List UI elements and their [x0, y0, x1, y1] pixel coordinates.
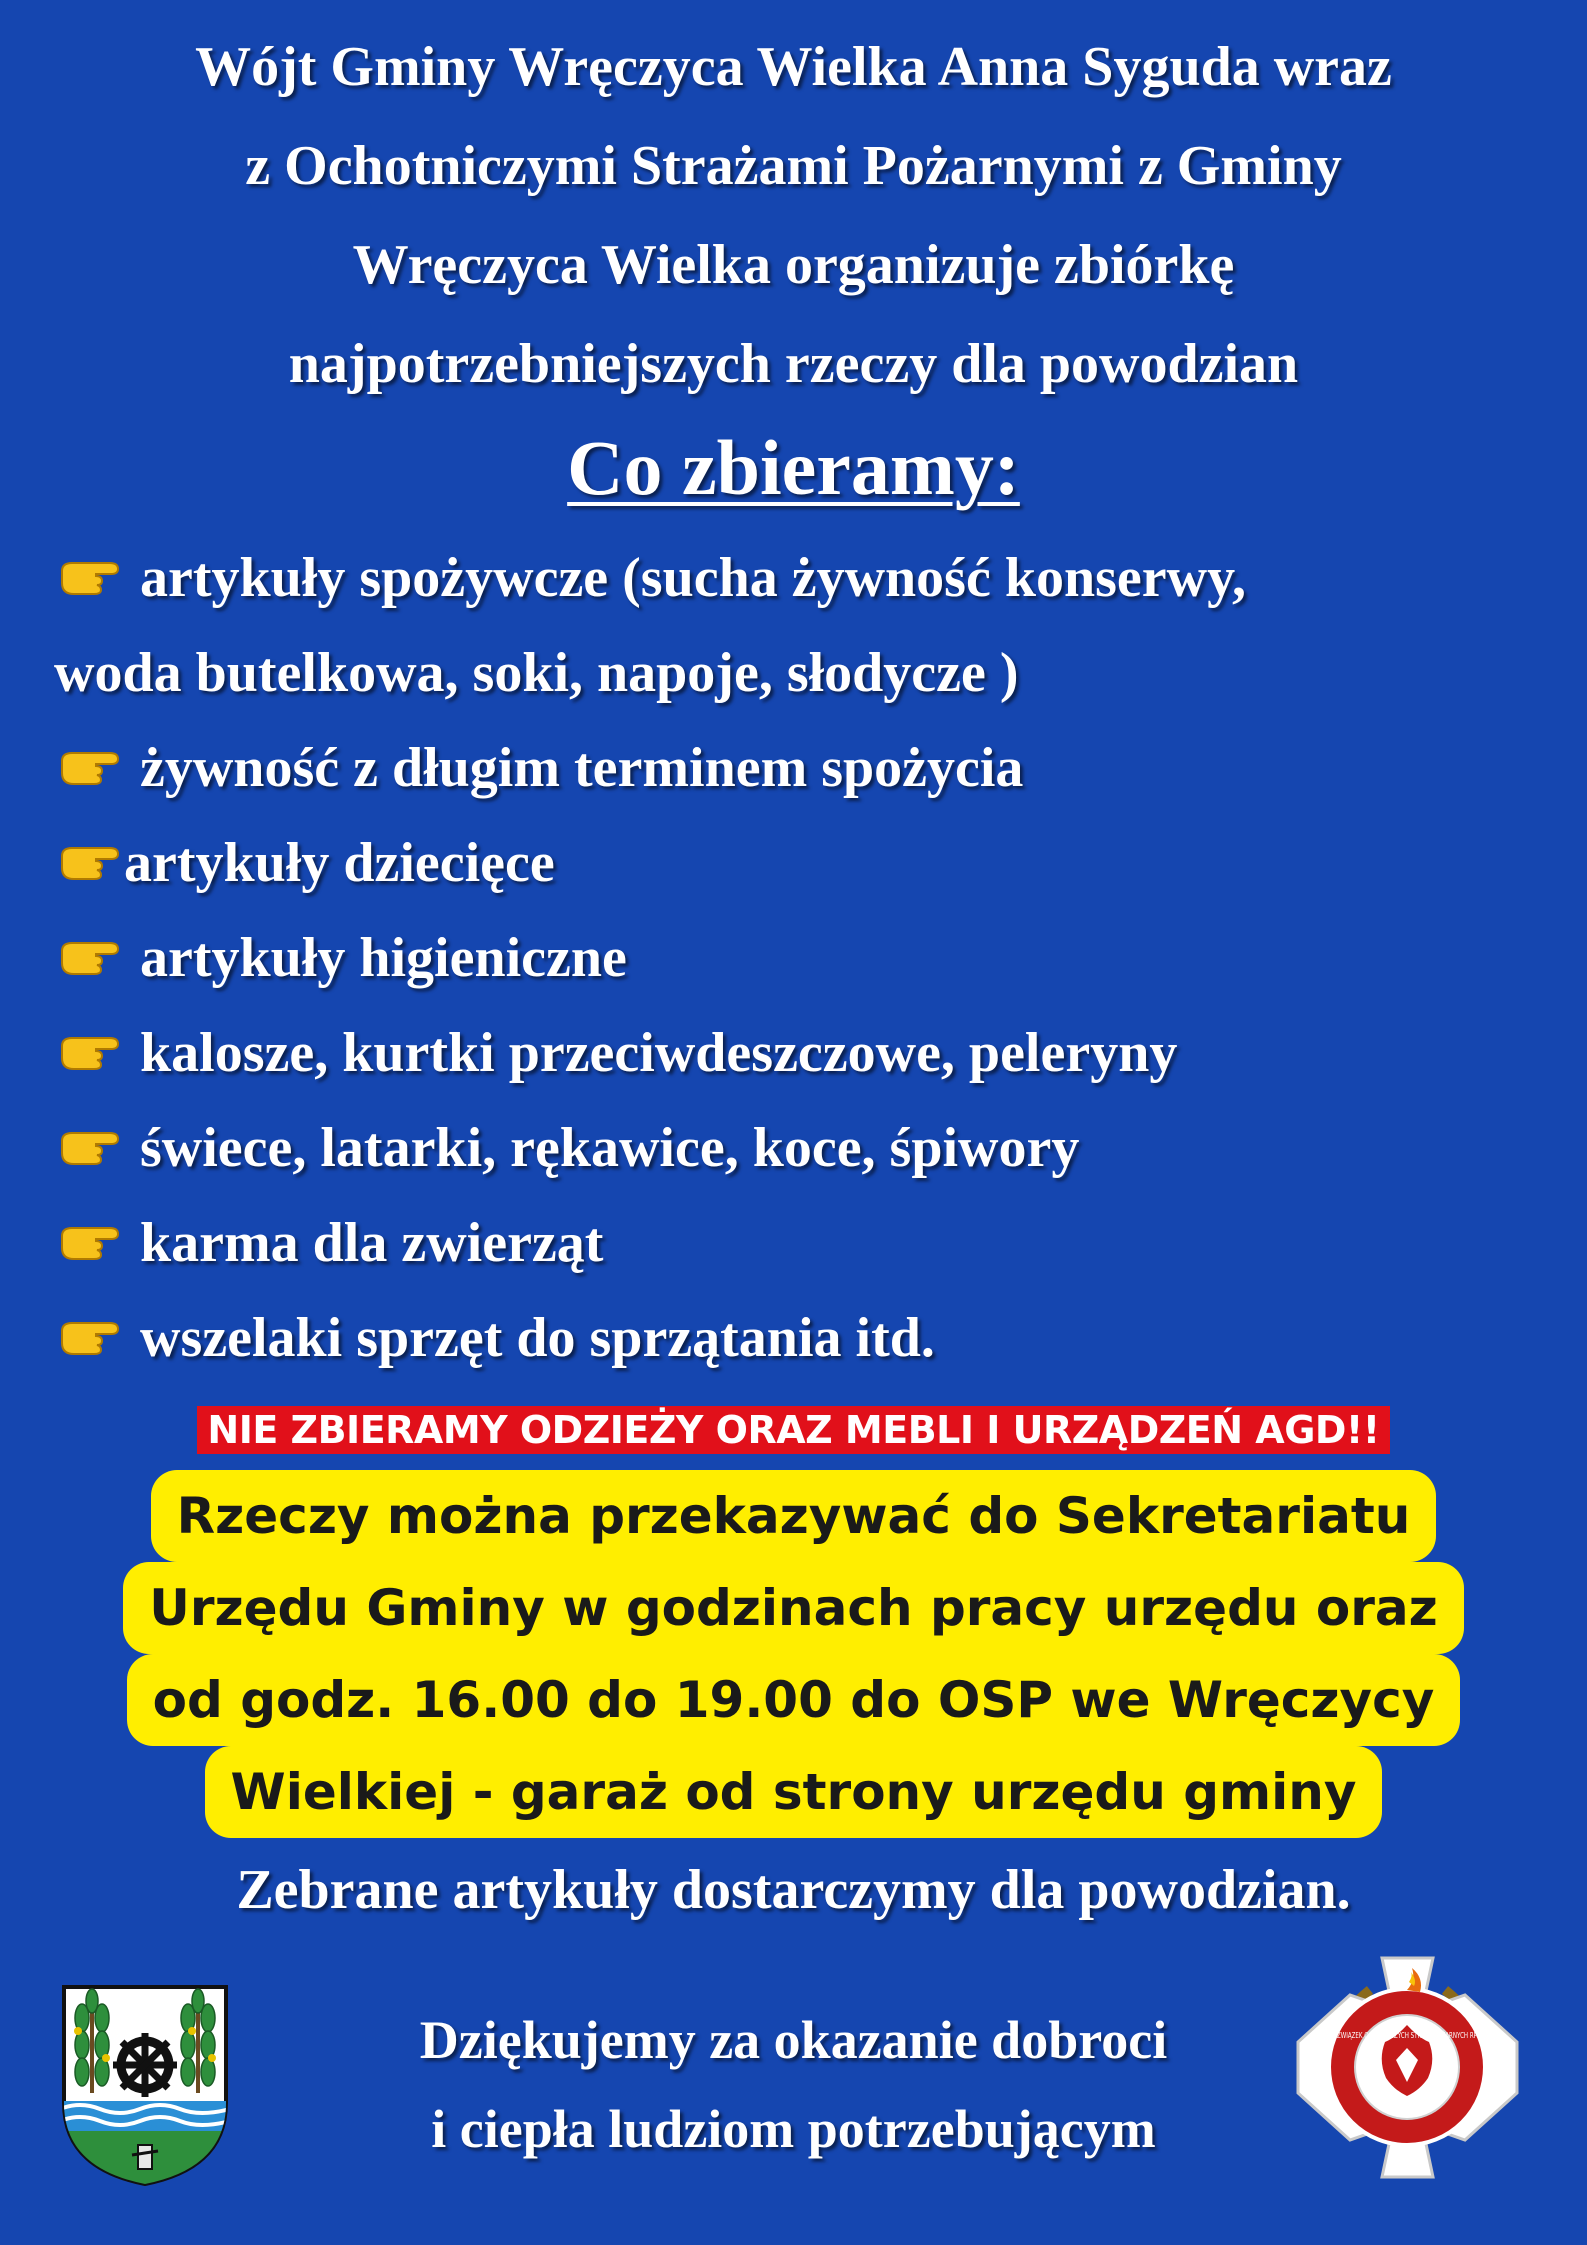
- dropoff-line: Urzędu Gminy w godzinach pracy urzędu oraz: [123, 1562, 1463, 1654]
- list-item-text: karma dla zwierząt: [140, 1212, 604, 1274]
- list-item: [54, 626, 1558, 721]
- closing-statement: Zebrane artykuły dostarczymy dla powodzian.: [236, 1859, 1351, 1921]
- list-item: [58, 1291, 1558, 1386]
- pointing-hand-icon: [58, 557, 124, 597]
- list-item: [58, 911, 1558, 1006]
- list-item-text: artykuły dziecięce: [124, 832, 555, 894]
- exclusion-notice-text: NIE ZBIERAMY ODZIEŻY ORAZ MEBLI I URZĄDZEŃ AGD!!: [197, 1406, 1389, 1454]
- thank-you-line: Dziękujemy za okazanie dobroci: [419, 2010, 1168, 2070]
- list-item: [58, 1196, 1558, 1291]
- section-heading: Co zbieramy:: [567, 424, 1020, 511]
- list-item-text: artykuły higieniczne: [140, 927, 627, 989]
- dropoff-line: Wielkiej - garaż od strony urzędu gminy: [205, 1746, 1383, 1838]
- pointing-hand-icon: [58, 1032, 124, 1072]
- gmina-coat-of-arms-icon: [60, 1983, 230, 2188]
- collected-items-list: [54, 531, 1558, 1386]
- header-line: najpotrzebniejszych rzeczy dla powodzian: [288, 333, 1299, 395]
- dropoff-line: Rzeczy można przekazywać do Sekretariatu: [151, 1470, 1437, 1562]
- emblem-text: ZWIĄZEK OCHOTNICZYCH STRAŻY POŻARNYCH RP: [1337, 2031, 1525, 2040]
- list-item: [58, 531, 1558, 626]
- list-item-text: artykuły spożywcze (sucha żywność konserwy,: [140, 547, 1246, 609]
- pointing-hand-icon: [58, 1222, 124, 1262]
- header-line: Wręczyca Wielka organizuje zbiórkę: [352, 234, 1235, 296]
- header-line: Wójt Gminy Wręczyca Wielka Anna Syguda wraz: [195, 36, 1392, 98]
- osp-emblem-icon: [1290, 1950, 1525, 2185]
- list-item-text: wszelaki sprzęt do sprzątania itd.: [140, 1307, 935, 1369]
- pointing-hand-icon: [58, 747, 124, 787]
- pointing-hand-icon: [58, 842, 124, 882]
- list-item: [58, 816, 1558, 911]
- pointing-hand-icon: [58, 1317, 124, 1357]
- pointing-hand-icon: [58, 937, 124, 977]
- exclusion-notice: [0, 1400, 1587, 1460]
- header-title: [0, 18, 1587, 414]
- list-item: [58, 1101, 1558, 1196]
- list-item-text: kalosze, kurtki przeciwdeszczowe, peleryny: [140, 1022, 1178, 1084]
- list-item-text: żywność z długim terminem spożycia: [140, 737, 1024, 799]
- thank-you-line: i ciepła ludziom potrzebującym: [431, 2099, 1156, 2159]
- pointing-hand-icon: [58, 1127, 124, 1167]
- list-item: [58, 1006, 1558, 1101]
- list-item-text: świece, latarki, rękawice, koce, śpiwory: [140, 1117, 1080, 1179]
- dropoff-info: [26, 1470, 1561, 1838]
- list-item: [58, 721, 1558, 816]
- header-line: z Ochotniczymi Strażami Pożarnymi z Gminy: [245, 135, 1342, 197]
- dropoff-line: od godz. 16.00 do 19.00 do OSP we Wręczycy: [127, 1654, 1461, 1746]
- list-item-text: woda butelkowa, soki, napoje, słodycze ): [54, 642, 1019, 704]
